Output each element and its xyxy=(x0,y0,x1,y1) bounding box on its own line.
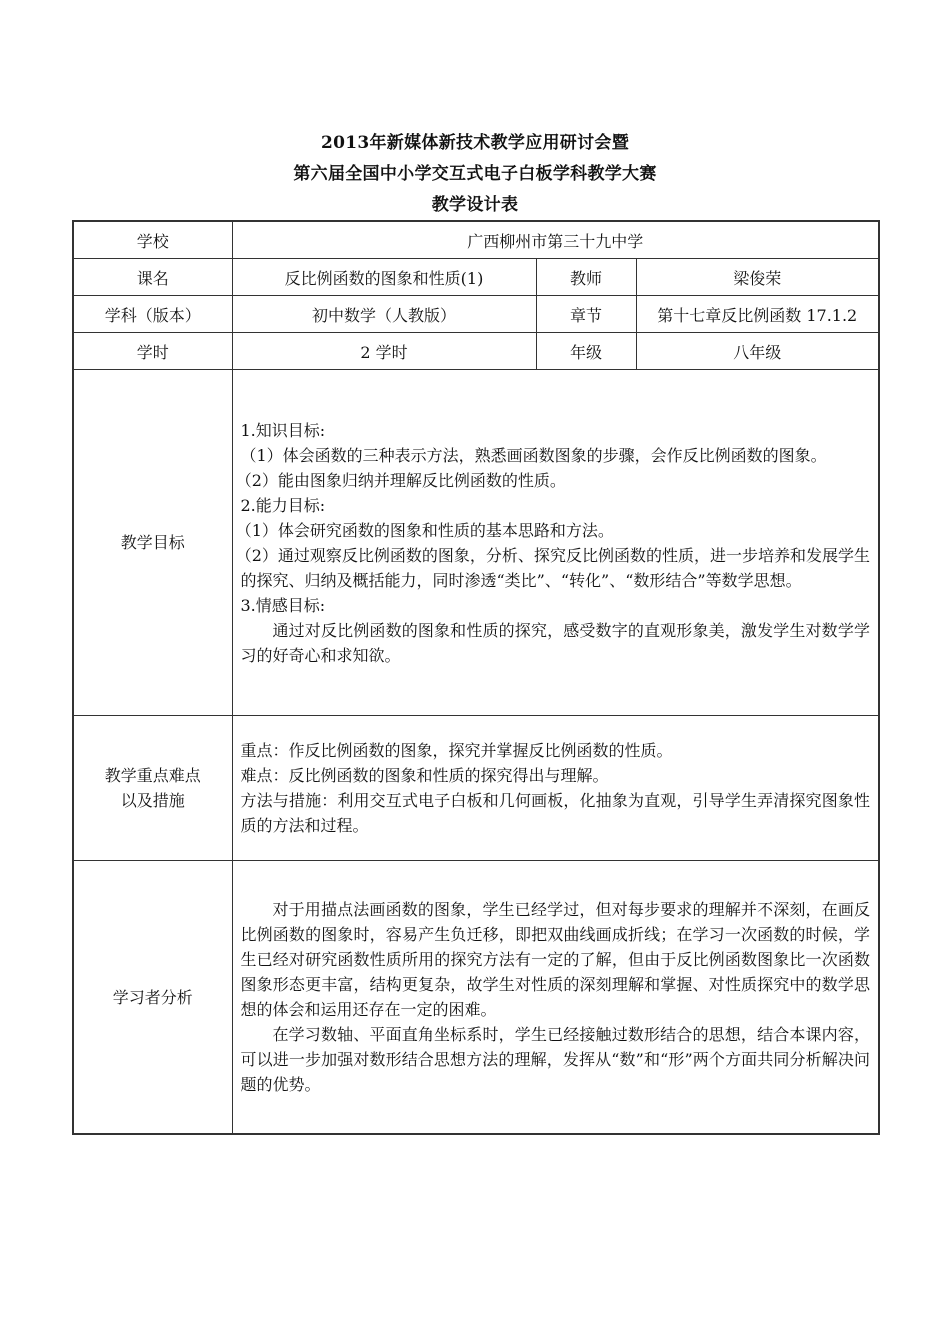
course-label: 课名 xyxy=(73,259,232,296)
row-learner-analysis xyxy=(73,861,879,1135)
key-points-label-line-1: 教学重点难点 xyxy=(104,766,201,785)
school-value: 广西柳州市第三十九中学 xyxy=(232,221,879,259)
learner-paragraph-1: 对于用描点法画函数的图象，学生已经学过，但对每步要求的理解并不深刻，在画反比例函数的图象时，容易产生负迁移，即把双曲线画成折线；在学习一次函数的时候，学生已经对研究函数性质所用的探究方法有一定的了解，但由于反比例函数图象比一次函数图象形态更丰富，结构更复杂，故学生对性质的深刻理解和掌握、对性质探究中的数学思想的体会和运用还存在一定的困难。 xyxy=(240,900,870,1019)
knowledge-goal-1: （1）体会函数的三种表示方法，熟悉画函数图象的步骤，会作反比例函数的图象。 xyxy=(240,445,827,465)
ability-goal-1: （1）体会研究函数的图象和性质的基本思路和方法。 xyxy=(235,520,614,540)
subject-value: 初中数学（人教版） xyxy=(232,296,536,333)
ability-goal-title: 2.能力目标: xyxy=(240,495,326,515)
school-label: 学校 xyxy=(73,221,232,259)
teaching-goals-content xyxy=(232,370,879,716)
key-difficulty: 难点：反比例函数的图象和性质的探究得出与理解。 xyxy=(240,766,609,785)
row-key-points xyxy=(73,716,879,861)
row-course xyxy=(73,259,879,296)
key-points-label-line-2: 以及措施 xyxy=(120,791,185,810)
hours-label: 学时 xyxy=(73,333,232,370)
key-points-content xyxy=(232,716,879,861)
key-points-label xyxy=(73,716,232,861)
subject-label: 学科（版本） xyxy=(73,296,232,333)
lesson-design-table xyxy=(72,220,880,1135)
row-school xyxy=(73,221,879,259)
hours-value: 2 学时 xyxy=(232,333,536,370)
chapter-label: 章节 xyxy=(536,296,636,333)
learner-analysis-content xyxy=(232,861,879,1135)
learner-analysis-label: 学习者分析 xyxy=(73,861,232,1135)
emotion-goal-title: 3.情感目标: xyxy=(240,595,326,615)
emotion-goal-1: 通过对反比例函数的图象和性质的探究，感受数字的直观形象美，激发学生对数学学习的好奇心和求知欲。 xyxy=(240,620,870,665)
document-header xyxy=(0,128,950,221)
knowledge-goal-2: （2）能由图象归纳并理解反比例函数的性质。 xyxy=(235,470,566,490)
chapter-value: 第十七章反比例函数 17.1.2 xyxy=(636,296,879,333)
row-subject xyxy=(73,296,879,333)
key-method: 方法与措施：利用交互式电子白板和几何画板，化抽象为直观，引导学生弄清探究图象性质的方法和过程。 xyxy=(240,791,870,835)
learner-paragraph-2: 在学习数轴、平面直角坐标系时，学生已经接触过数形结合的思想，结合本课内容，可以进一步加强对数形结合思想方法的理解，发挥从“数”和“形”两个方面共同分析解决问题的优势。 xyxy=(240,1025,870,1094)
teaching-goals-label: 教学目标 xyxy=(73,370,232,716)
ability-goal-2: （2）通过观察反比例函数的图象，分析、探究反比例函数的性质，进一步培养和发展学生的探究、归纳及概括能力，同时渗透“类比”、“转化”、“数形结合”等数学思想。 xyxy=(235,545,870,590)
grade-label: 年级 xyxy=(536,333,636,370)
key-focus: 重点：作反比例函数的图象，探究并掌握反比例函数的性质。 xyxy=(240,741,673,760)
row-teaching-goals xyxy=(73,370,879,716)
row-hours xyxy=(73,333,879,370)
teacher-value: 梁俊荣 xyxy=(636,259,879,296)
title-line-2: 第六届全国中小学交互式电子白板学科教学大赛 xyxy=(293,164,657,184)
knowledge-goal-title: 1.知识目标: xyxy=(240,420,326,440)
teacher-label: 教师 xyxy=(536,259,636,296)
grade-value: 八年级 xyxy=(636,333,879,370)
title-line-3: 教学设计表 xyxy=(431,195,519,215)
course-value: 反比例函数的图象和性质(1) xyxy=(232,259,536,296)
title-line-1: 2013年新媒体新技术教学应用研讨会暨 xyxy=(320,133,629,153)
